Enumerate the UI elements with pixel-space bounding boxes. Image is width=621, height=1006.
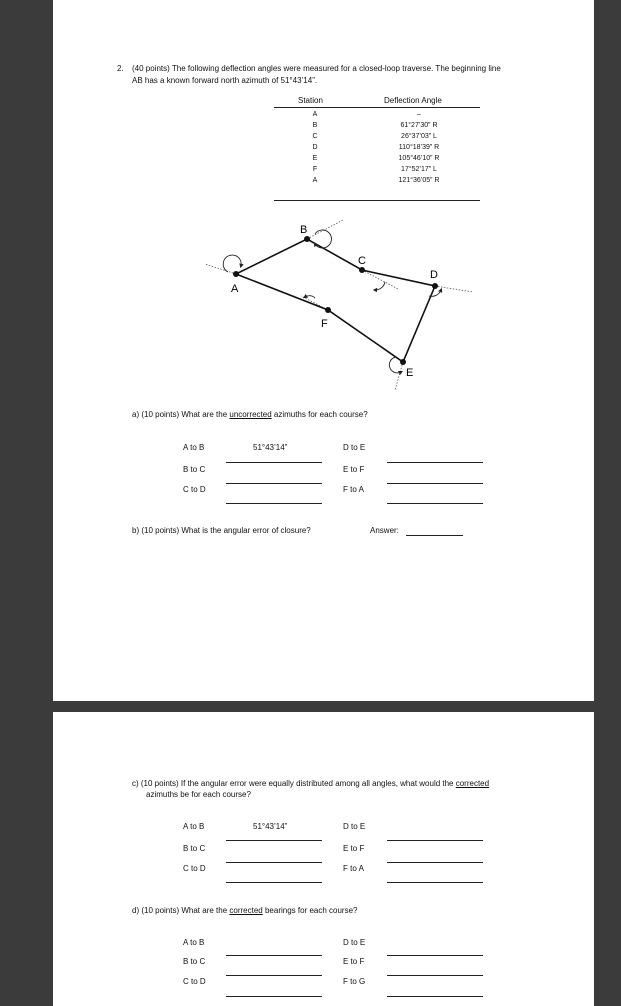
given-azimuth-value: 51°43’14”	[253, 443, 288, 452]
part-b-answer-label: Answer:	[370, 526, 399, 535]
answer-line[interactable]	[226, 955, 322, 956]
part-b-question: b) (10 points) What is the angular error of closure?	[132, 526, 311, 535]
page-2	[53, 712, 594, 1006]
answer-line[interactable]	[387, 955, 483, 956]
course-label: F to A	[343, 864, 364, 873]
angle-cell: 17°52’17” L	[401, 166, 437, 173]
station-cell: C	[312, 133, 318, 140]
extension-line-b	[307, 220, 343, 239]
station-cell: B	[312, 122, 318, 129]
answer-line[interactable]	[387, 483, 483, 484]
answer-line[interactable]	[226, 503, 322, 504]
label-f: F	[321, 318, 328, 330]
answer-line[interactable]	[226, 483, 322, 484]
part-d-question	[132, 906, 357, 916]
traverse-polygon	[236, 239, 435, 362]
station-f-point	[325, 307, 331, 313]
course-label: B to C	[183, 844, 206, 853]
part-a-underlined: uncorrected	[229, 410, 272, 419]
course-label: C to D	[183, 864, 206, 873]
course-label: B to C	[183, 957, 206, 966]
given-azimuth-value: 51°43’14”	[253, 822, 288, 831]
angle-cell: 26°37’03” L	[401, 133, 437, 140]
station-c-point	[359, 267, 365, 273]
answer-line[interactable]	[226, 840, 322, 841]
page-1	[53, 0, 594, 701]
station-cell: F	[312, 166, 318, 173]
table-bottom-rule	[274, 200, 480, 201]
course-label: A to B	[183, 938, 205, 947]
label-d: D	[430, 269, 438, 281]
answer-line[interactable]	[387, 882, 483, 883]
station-b-point	[304, 236, 310, 242]
angle-arc-a	[223, 255, 241, 272]
table-header-angle: Deflection Angle	[384, 96, 442, 105]
angle-arc-c	[375, 282, 385, 290]
answer-line[interactable]	[226, 882, 322, 883]
question-intro-line2: AB has a known forward north azimuth of 51°43’14”.	[132, 76, 318, 85]
angle-cell: 105°46’10” R	[398, 155, 440, 162]
table-header-station: Station	[298, 96, 323, 105]
part-b-answer-line[interactable]	[406, 535, 463, 536]
station-d-point	[432, 283, 438, 289]
part-a-question	[132, 410, 368, 420]
part-a-suffix: azimuths for each course?	[271, 410, 368, 419]
course-label: D to E	[343, 938, 366, 947]
part-a-prefix: a) (10 points) What are the	[132, 410, 230, 419]
course-label: E to F	[343, 957, 365, 966]
answer-line[interactable]	[387, 462, 483, 463]
course-label: D to E	[343, 822, 366, 831]
part-c-prefix: c) (10 points) If the angular error were equally distributed among all angles, what would the	[132, 779, 456, 788]
course-label: C to D	[183, 485, 206, 494]
answer-line[interactable]	[387, 996, 483, 997]
course-label: B to C	[183, 465, 206, 474]
angle-arc-f	[305, 296, 315, 298]
label-e: E	[406, 367, 414, 379]
label-c: C	[358, 255, 366, 267]
extension-line-e	[395, 362, 403, 390]
label-a: A	[231, 283, 239, 295]
course-label: E to F	[343, 844, 365, 853]
course-label: E to F	[343, 465, 365, 474]
answer-line[interactable]	[226, 462, 322, 463]
traverse-diagram	[53, 212, 594, 392]
course-label: D to E	[343, 443, 366, 452]
answer-line[interactable]	[387, 503, 483, 504]
station-a-point	[233, 271, 239, 277]
course-label: F to A	[343, 485, 364, 494]
angle-cell: 110°18’39” R	[398, 144, 440, 151]
part-c-question-line1	[132, 779, 489, 789]
station-cell: A	[312, 177, 318, 184]
part-d-underlined: corrected	[229, 906, 263, 915]
course-label: A to B	[183, 822, 205, 831]
table-header-rule	[274, 107, 480, 108]
answer-line[interactable]	[226, 862, 322, 863]
answer-line[interactable]	[387, 862, 483, 863]
label-b: B	[300, 224, 308, 236]
extension-line-c	[362, 270, 398, 289]
answer-line[interactable]	[226, 975, 322, 976]
deflection-angle-table	[274, 96, 480, 206]
part-c-question-line2: azimuths be for each course?	[146, 790, 251, 799]
question-intro-line1: (40 points) The following deflection angles were measured for a closed-loop traverse. The beginning line	[132, 64, 501, 73]
extension-line-a	[205, 264, 236, 274]
angle-cell: –	[417, 111, 421, 118]
question-number: 2.	[117, 64, 124, 73]
course-label: C to D	[183, 977, 206, 986]
course-label: A to B	[183, 443, 205, 452]
answer-line[interactable]	[387, 840, 483, 841]
answer-line[interactable]	[387, 975, 483, 976]
station-cell: E	[312, 155, 318, 162]
station-e-point	[400, 359, 406, 365]
angle-cell: 121°36’05” R	[398, 177, 440, 184]
answer-line[interactable]	[226, 996, 322, 997]
part-d-suffix: bearings for each course?	[262, 906, 358, 915]
station-cell: D	[312, 144, 318, 151]
angle-cell: 61°27’30” R	[400, 122, 438, 129]
part-c-underlined: corrected	[455, 779, 490, 788]
part-d-prefix: d) (10 points) What are the	[132, 906, 230, 915]
station-cell: A	[312, 111, 318, 118]
course-label: F to G	[343, 977, 366, 986]
